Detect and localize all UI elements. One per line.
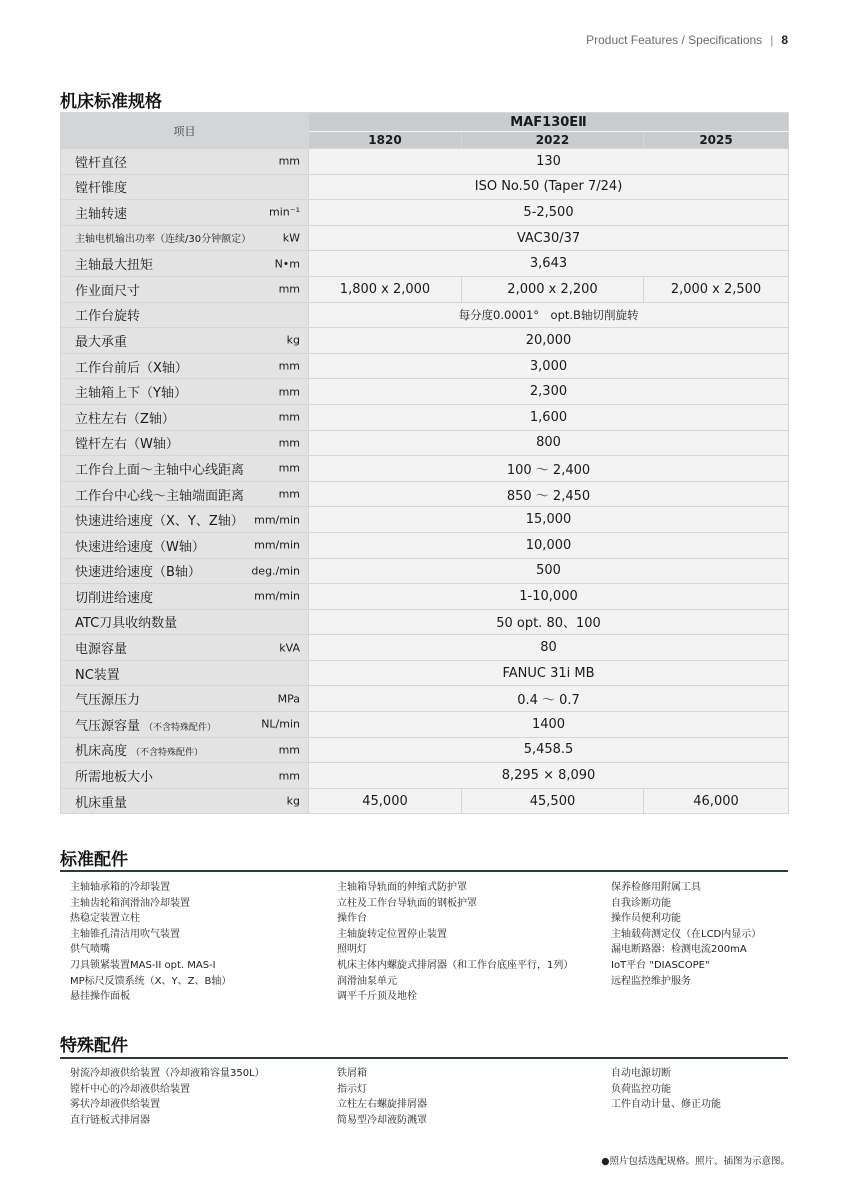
list-item: 漏电断路器：检测电流200mA	[611, 944, 747, 956]
list-item: 铁屑箱	[337, 1068, 367, 1079]
spec-unit: mm	[278, 385, 300, 399]
list-item: 自动电源切断	[611, 1068, 671, 1079]
spec-unit: mm	[278, 410, 300, 424]
standard-list-col-1	[70, 880, 231, 1005]
spec-value: 15,000	[309, 507, 789, 533]
spec-label-cell	[61, 302, 309, 328]
list-item: 供气喷嘴	[70, 944, 110, 956]
list-item: 直行链板式排屑器	[70, 1114, 150, 1126]
spec-label: 主轴最大扭矩	[75, 258, 154, 274]
spec-row	[61, 737, 789, 763]
list-item: 主轴箱导轨面的伸缩式防护罩	[337, 882, 467, 893]
header-title: Product Features / Specifications	[586, 33, 763, 47]
spec-unit: mm	[278, 743, 300, 757]
spec-unit: mm/min	[254, 538, 300, 552]
spec-unit: mm	[278, 436, 300, 450]
spec-label-cell	[61, 456, 309, 482]
spec-row	[61, 353, 789, 379]
column-header-2022: 2022	[462, 132, 644, 149]
spec-row	[61, 276, 789, 302]
spec-label-cell	[61, 686, 309, 712]
list-item: 雾状冷却液供给装置	[70, 1099, 160, 1111]
spec-label: 快速进给速度（W轴）	[75, 539, 205, 555]
spec-unit: mm	[278, 359, 300, 373]
spec-value: 500	[309, 558, 789, 584]
spec-unit: MPa	[277, 692, 300, 706]
spec-value: 3,000	[309, 353, 789, 379]
spec-label: 镗杆左右（W轴）	[75, 437, 179, 453]
list-item: IoT平台 "DIASCOPE"	[611, 959, 710, 971]
spec-value: 2,000 x 2,200	[462, 276, 644, 302]
spec-value: 5,458.5	[309, 737, 789, 763]
item-header: 项目	[61, 113, 309, 149]
spec-label: 切削进给速度	[75, 590, 154, 606]
spec-label-cell	[61, 660, 309, 686]
spec-value: 45,500	[462, 788, 644, 814]
spec-label-cell	[61, 149, 309, 175]
list-item: 射流冷却液供给装置（冷却液箱容量350L）	[70, 1068, 265, 1079]
list-item: 负荷监控功能	[611, 1083, 671, 1095]
spec-label: 镗杆直径	[75, 155, 128, 171]
spec-value: 10,000	[309, 532, 789, 558]
list-item: 自我诊断功能	[611, 897, 671, 909]
spec-row	[61, 430, 789, 456]
spec-row	[61, 251, 789, 277]
spec-label: 机床重量	[75, 795, 128, 811]
spec-table-body	[61, 149, 789, 814]
spec-label: 快速进给速度（B轴）	[75, 565, 201, 581]
spec-label-cell	[61, 635, 309, 661]
spec-value: 130	[309, 149, 789, 175]
list-item: 润滑油泵单元	[337, 975, 397, 987]
spec-label: 主轴电机输出功率（连续/30分钟额定）	[75, 234, 252, 246]
spec-label-cell	[61, 507, 309, 533]
spec-value: VAC30/37	[309, 225, 789, 251]
list-item: 镗杆中心的冷却液供给装置	[70, 1083, 190, 1095]
spec-value: 80	[309, 635, 789, 661]
spec-row	[61, 481, 789, 507]
spec-row	[61, 328, 789, 354]
spec-row	[61, 174, 789, 200]
spec-value: 2,300	[309, 379, 789, 405]
spec-label: 立柱左右（Z轴）	[75, 411, 175, 427]
spec-label-cell	[61, 712, 309, 738]
standard-list-col-3	[611, 880, 761, 989]
spec-value: 100 ～ 2,400	[309, 456, 789, 482]
spec-value: 45,000	[309, 788, 462, 814]
spec-row	[61, 200, 789, 226]
spec-label: 工作台上面～主轴中心线距离	[75, 462, 245, 478]
list-item: 悬挂操作面板	[70, 991, 130, 1003]
spec-value: 每分度0.0001° opt.B轴切削旋转	[309, 302, 789, 328]
spec-row	[61, 149, 789, 175]
spec-label-cell	[61, 584, 309, 610]
model-header: MAF130EⅡ	[309, 113, 789, 132]
spec-label-note: （不含特殊配件）	[144, 722, 217, 733]
list-item: 主轴齿轮箱润滑油冷却装置	[70, 897, 190, 909]
spec-label-cell	[61, 430, 309, 456]
list-item: 保养检修用附属工具	[611, 882, 701, 893]
spec-row	[61, 635, 789, 661]
spec-value: 20,000	[309, 328, 789, 354]
list-item: 简易型冷却液防溅罩	[337, 1114, 427, 1126]
spec-unit: kVA	[279, 641, 300, 655]
list-item: 机床主体内螺旋式排屑器（和工作台底座平行，1列）	[337, 959, 574, 971]
spec-label-cell	[61, 788, 309, 814]
spec-label-cell	[61, 251, 309, 277]
spec-label-cell	[61, 481, 309, 507]
optional-list-col-1	[70, 1066, 265, 1128]
spec-value: 1,800 x 2,000	[309, 276, 462, 302]
optional-section-title: 特殊配件	[60, 1036, 128, 1056]
footnote: ●照片包括选配规格。照片、插图为示意图。	[601, 1156, 790, 1167]
list-item: 热稳定装置立柱	[70, 913, 140, 925]
spec-unit: deg./min	[251, 564, 300, 578]
spec-label-cell	[61, 763, 309, 789]
spec-row	[61, 532, 789, 558]
spec-label: 快速进给速度（X、Y、Z轴）	[75, 514, 244, 530]
spec-value: 1400	[309, 712, 789, 738]
list-item: 主轴轴承箱的冷却装置	[70, 882, 170, 893]
spec-label-cell	[61, 532, 309, 558]
spec-label-note: （不含特殊配件）	[131, 748, 204, 759]
spec-unit: kg	[286, 333, 300, 347]
spec-label: 所需地板大小	[75, 770, 154, 786]
spec-value: 46,000	[644, 788, 789, 814]
spec-value: FANUC 31i MB	[309, 660, 789, 686]
list-item: 立柱及工作台导轨面的钢板护罩	[337, 897, 477, 909]
list-item: 主轴旋转定位置停止装置	[337, 928, 447, 940]
spec-section-title: 机床标准规格	[60, 92, 162, 112]
spec-label: 主轴转速	[75, 206, 128, 222]
spec-label: 机床高度	[75, 744, 128, 760]
spec-value: 50 opt. 80、100	[309, 609, 789, 635]
spec-label: 最大承重	[75, 334, 128, 350]
spec-label: 工作台前后（X轴）	[75, 360, 188, 376]
spec-label: 气压源压力	[75, 693, 141, 709]
spec-label-cell	[61, 737, 309, 763]
spec-label: 电源容量	[75, 642, 128, 658]
spec-unit: min⁻¹	[269, 205, 300, 219]
spec-label: 镗杆锥度	[75, 181, 128, 197]
spec-unit: mm/min	[254, 589, 300, 603]
spec-label: ATC刀具收纳数量	[75, 616, 178, 632]
spec-row	[61, 584, 789, 610]
spec-unit: mm	[278, 461, 300, 475]
spec-label-cell	[61, 404, 309, 430]
spec-value: 800	[309, 430, 789, 456]
spec-label-cell	[61, 558, 309, 584]
spec-value: 850 ～ 2,450	[309, 481, 789, 507]
list-item: 远程监控维护服务	[611, 975, 691, 987]
spec-label-cell	[61, 379, 309, 405]
column-header-1820: 1820	[309, 132, 462, 149]
spec-label: 主轴箱上下（Y轴）	[75, 386, 187, 402]
spec-label-cell	[61, 276, 309, 302]
page-header	[586, 33, 788, 47]
list-item: 立柱左右螺旋排屑器	[337, 1099, 427, 1111]
spec-unit: mm	[278, 769, 300, 783]
spec-row	[61, 712, 789, 738]
list-item: MP标尺反馈系统（X、Y、Z、B轴）	[70, 975, 232, 987]
spec-row	[61, 507, 789, 533]
spec-row	[61, 788, 789, 814]
spec-label-cell	[61, 353, 309, 379]
spec-unit: mm	[278, 154, 300, 168]
spec-value: 2,000 x 2,500	[644, 276, 789, 302]
page-number: 8	[781, 33, 788, 47]
list-item: 操作台	[337, 913, 367, 925]
spec-label-cell	[61, 200, 309, 226]
spec-value: ISO No.50 (Taper 7/24)	[309, 174, 789, 200]
column-header-2025: 2025	[644, 132, 789, 149]
spec-row	[61, 763, 789, 789]
list-item: 刀具锁紧装置MAS-II opt. MAS-I	[70, 959, 216, 971]
spec-value: 5-2,500	[309, 200, 789, 226]
spec-unit: NL/min	[261, 717, 300, 731]
optional-divider	[60, 1057, 788, 1059]
list-item: 指示灯	[337, 1083, 367, 1095]
list-item: 调平千斤顶及地栓	[337, 991, 417, 1003]
spec-label: NC装置	[75, 667, 120, 683]
spec-value: 0.4 ～ 0.7	[309, 686, 789, 712]
spec-row	[61, 404, 789, 430]
spec-row	[61, 379, 789, 405]
spec-label-cell	[61, 328, 309, 354]
spec-label: 工作台旋转	[75, 309, 141, 325]
optional-list-col-2	[337, 1066, 427, 1128]
spec-value: 8,295 × 8,090	[309, 763, 789, 789]
spec-unit: kW	[282, 231, 300, 245]
spec-label-cell	[61, 609, 309, 635]
optional-list-col-3	[611, 1066, 721, 1113]
spec-unit: N•m	[274, 257, 300, 271]
list-item: 操作员便利功能	[611, 913, 681, 925]
spec-row	[61, 302, 789, 328]
spec-label: 作业面尺寸	[75, 283, 141, 299]
spec-row	[61, 558, 789, 584]
header-separator: |	[770, 33, 774, 47]
spec-unit: mm/min	[254, 513, 300, 527]
list-item: 主轴载荷测定仪（在LCD内显示）	[611, 928, 762, 940]
spec-row	[61, 609, 789, 635]
list-item: 主轴锥孔清洁用吹气装置	[70, 928, 180, 940]
spec-unit: kg	[286, 794, 300, 808]
spec-row	[61, 686, 789, 712]
list-item: 工件自动计量、修正功能	[611, 1099, 721, 1111]
spec-label-cell	[61, 225, 309, 251]
spec-label: 气压源容量	[75, 718, 141, 734]
spec-label-cell	[61, 174, 309, 200]
standard-section-title: 标准配件	[60, 850, 128, 870]
spec-label: 工作台中心线～主轴端面距离	[75, 488, 245, 504]
spec-value: 3,643	[309, 251, 789, 277]
spec-value: 1,600	[309, 404, 789, 430]
list-item: 照明灯	[337, 944, 367, 956]
spec-row	[61, 225, 789, 251]
standard-divider	[60, 870, 788, 872]
spec-unit: mm	[278, 282, 300, 296]
spec-table	[60, 112, 789, 814]
spec-row	[61, 456, 789, 482]
spec-value: 1-10,000	[309, 584, 789, 610]
spec-row	[61, 660, 789, 686]
spec-unit: mm	[278, 487, 300, 501]
standard-list-col-2	[337, 880, 573, 1005]
